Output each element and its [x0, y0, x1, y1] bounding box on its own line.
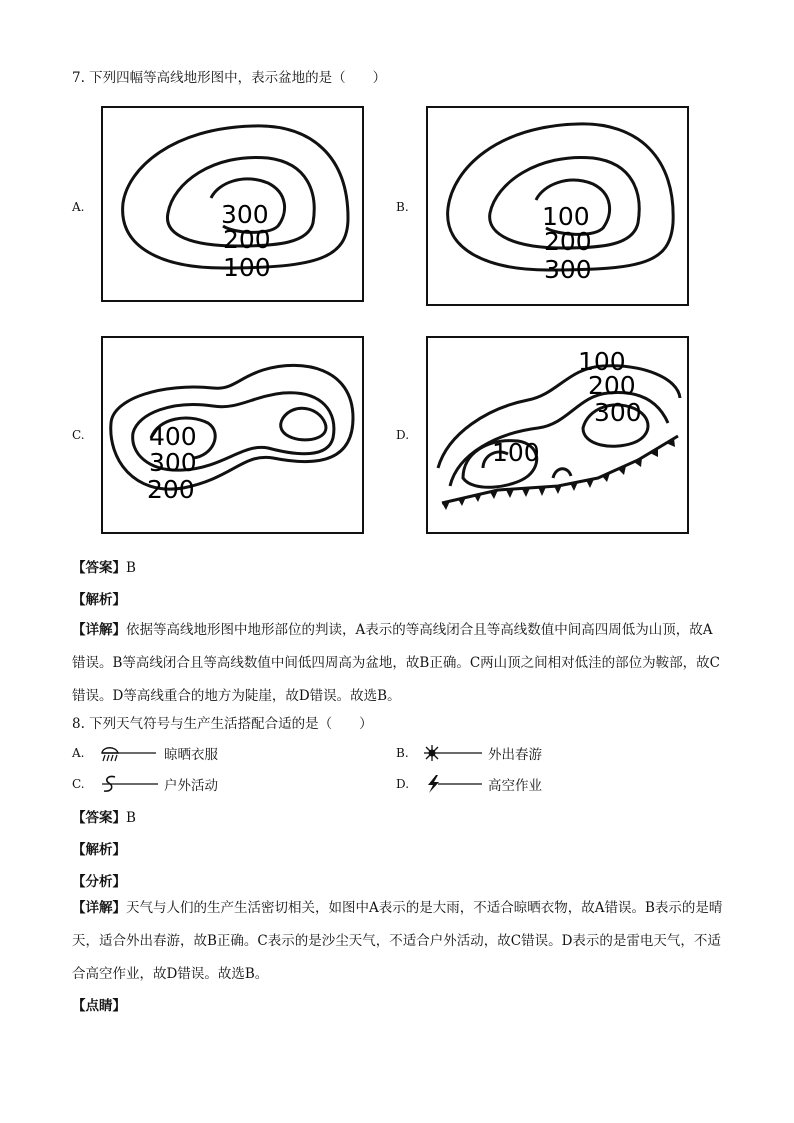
contour-label-a-3: 100: [223, 253, 271, 282]
contour-label-d-4: 100: [492, 438, 540, 467]
answer-value: B: [126, 810, 136, 826]
detail-text: 依据等高线地形图中地形部位的判读，A表示的等高线闭合且等高线数值中间高四周低为山顶，故A错误。B等高线闭合且等高线数值中间低四周高为盆地，故B正确。C两山顶之间相对低洼的部位为鞍部，故C错误。D等高线重合的地方为陡崖，故D错误。故选B。: [72, 622, 720, 704]
q7-option-b-label: B.: [396, 200, 409, 214]
contour-label-d-1: 100: [578, 347, 626, 376]
contour-map-b: [428, 108, 687, 304]
detail-tag: 【详解】: [72, 622, 126, 638]
sunny-symbol-icon: [424, 743, 484, 763]
q7-answer: [72, 556, 136, 576]
contour-label-a-1: 300: [221, 200, 269, 229]
answer-tag: 【答案】: [72, 810, 126, 826]
contour-map-d: [428, 338, 687, 532]
answer-value: B: [126, 560, 136, 576]
contour-label-c-3: 200: [147, 475, 195, 504]
answer-tag: 【答案】: [72, 560, 126, 576]
heavy-rain-symbol-icon: [100, 743, 160, 763]
q7-map-c: [101, 336, 364, 534]
q8-option-c-text: 户外活动: [164, 778, 218, 794]
q8-option-a: [72, 743, 218, 763]
q8-dianjing-tag: 【点睛】: [72, 998, 126, 1014]
q8-option-b-label: B.: [396, 746, 409, 760]
contour-label-a-2: 200: [223, 225, 271, 254]
contour-label-c-1: 400: [149, 422, 197, 451]
contour-label-b-1: 100: [542, 202, 590, 231]
contour-label-c-2: 300: [149, 448, 197, 477]
q7-option-d-label: D.: [396, 428, 410, 442]
contour-label-d-3: 300: [594, 398, 642, 427]
contour-map-c: [103, 338, 362, 532]
q8-option-d-label: D.: [396, 777, 410, 791]
q8-option-d-text: 高空作业: [488, 778, 542, 794]
q8-option-a-label: A.: [72, 746, 85, 760]
detail-text: 天气与人们的生产生活密切相关，如图中A表示的是大雨，不适合晾晒衣物，故A错误。B表示的是晴天，适合外出春游，故B正确。C表示的是沙尘天气，不适合户外活动，故C错误。D表示的是雷电天气，不适合高空作业，故D错误。故选B。: [72, 900, 723, 982]
question-8-stem: 8. 下列天气符号与生产生活搭配合适的是（ ）: [72, 716, 373, 732]
q8-answer: [72, 806, 136, 826]
q7-detail: [72, 614, 724, 713]
contour-label-b-3: 300: [544, 255, 592, 284]
q8-option-a-text: 晾晒衣服: [164, 747, 218, 763]
q8-option-d: [396, 774, 542, 794]
q8-analysis-tag: 【解析】: [72, 842, 126, 858]
contour-map-a: [103, 108, 362, 300]
q7-analysis-tag: 【解析】: [72, 592, 126, 608]
contour-label-d-2: 200: [588, 371, 636, 400]
q8-option-b: [396, 743, 542, 763]
q8-option-b-text: 外出春游: [488, 747, 542, 763]
q8-option-c: [72, 774, 218, 794]
detail-tag: 【详解】: [72, 900, 126, 916]
q7-option-c-label: C.: [72, 428, 85, 442]
question-7-stem: 7. 下列四幅等高线地形图中，表示盆地的是（ ）: [72, 70, 387, 86]
thunderstorm-symbol-icon: [424, 774, 484, 794]
q7-option-a-label: A.: [72, 200, 85, 214]
sandstorm-symbol-icon: [100, 774, 160, 794]
q7-map-b: [426, 106, 689, 306]
q8-fenxi-tag: 【分析】: [72, 874, 126, 890]
q8-option-c-label: C.: [72, 777, 85, 791]
contour-label-b-2: 200: [544, 227, 592, 256]
q7-map-d: [426, 336, 689, 534]
q8-detail: [72, 892, 724, 991]
q7-map-a: [101, 106, 364, 302]
